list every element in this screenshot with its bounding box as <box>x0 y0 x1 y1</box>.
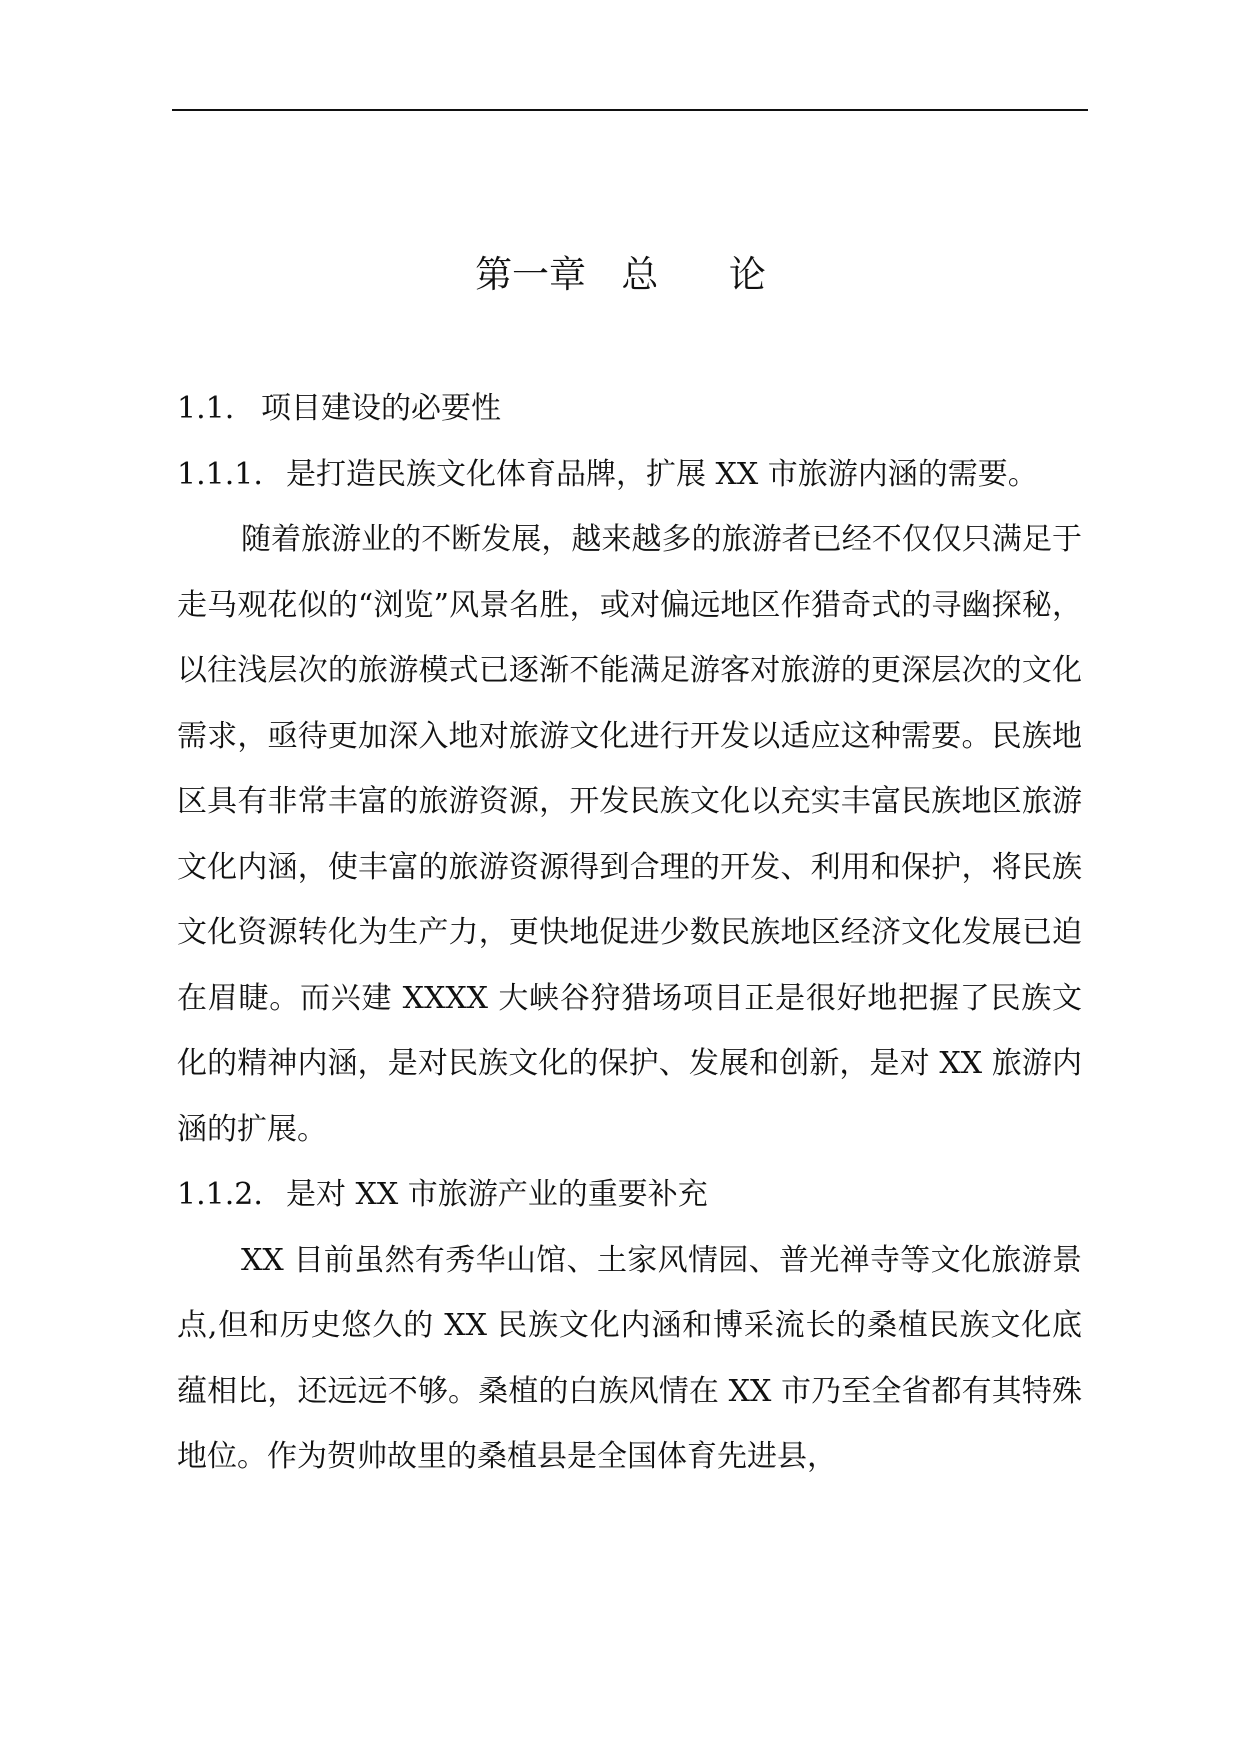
header-rule <box>172 109 1088 111</box>
subsection-heading <box>177 1162 1082 1228</box>
body-paragraph: XX 目前虽然有秀华山馆、土家风情园、普光禅寺等文化旅游景点,但和历史悠久的 XX 民族文化内涵和博采流长的桑植民族文化底蕴相比，还远远不够。桑植的白族风情在 XX 市乃至全省都有其特殊地位。作为贺帅故里的桑植县是全国体育先进县， <box>177 1242 1082 1474</box>
subsection-title: 是对 XX 市旅游产业的重要补充 <box>286 1177 708 1212</box>
subsection-heading <box>177 442 1082 508</box>
subsection-number: 1.1.2. <box>177 1177 263 1212</box>
subsection-title: 是打造民族文化体育品牌，扩展 XX 市旅游内涵的需要。 <box>286 456 1038 492</box>
body-paragraph: 随着旅游业的不断发展，越来越多的旅游者已经不仅仅只满足于走马观花似的“浏览”风景名胜，或对偏远地区作猎奇式的寻幽探秘，以往浅层次的旅游模式已逐渐不能满足游客对旅游的更深层次的文化需求，亟待更加深入地对旅游文化进行开发以适应这种需要。民族地区具有非常丰富的旅游资源，开发民族文化以充实丰富民族地区旅游文化内涵，使丰富的旅游资源得到合理的开发、利用和保护，将民族文化资源转化为生产力，更快地促进少数民族地区经济文化发展已迫在眉睫。而兴建 XXXX 大峡谷狩猎场项目正是很好地把握了民族文化的精神内涵，是对民族文化的保护、发展和创新，是对 XX 旅游内涵的扩展。 <box>177 522 1082 1147</box>
section-title: 项目建设的必要性 <box>261 391 501 426</box>
document-body <box>177 376 1082 1490</box>
section-heading <box>177 376 1082 442</box>
chapter-title: 第一章 总 论 <box>475 253 766 296</box>
section-number: 1.1. <box>177 391 235 426</box>
subsection-number: 1.1.1. <box>177 456 263 492</box>
